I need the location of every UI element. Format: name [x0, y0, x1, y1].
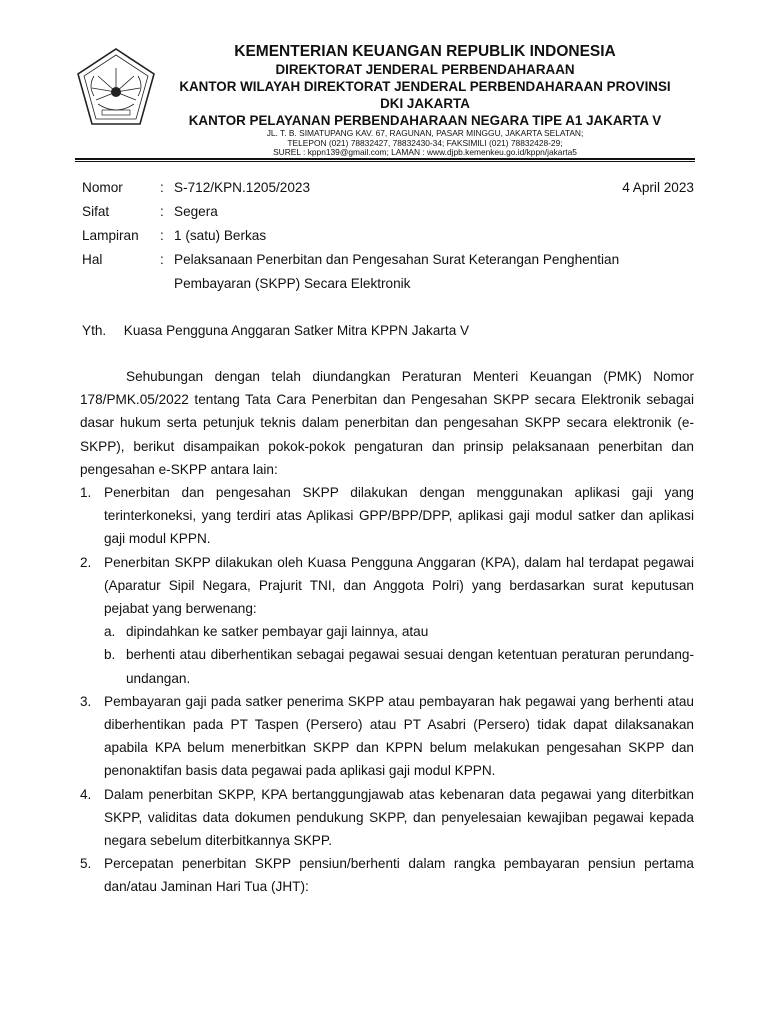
sub-list-item — [104, 620, 694, 643]
sifat-label: Sifat — [82, 204, 110, 219]
list-number: 3. — [80, 693, 92, 709]
sub-list — [104, 620, 694, 690]
sub-list-letter: a. — [104, 624, 116, 640]
nomor-value: S-712/KPN.1205/2023 — [174, 180, 311, 195]
list-text: Penerbitan SKPP dilakukan oleh Kuasa Pengguna Anggaran (KPA), dalam hal terdapat pegawai (Aparatur Sipil Negara, Prajurit TNI, dan Anggota Polri) yang berdasarkan surat keputusan pejabat yang berwenang: — [104, 554, 694, 617]
letterhead — [0, 0, 768, 160]
list-text: Pembayaran gaji pada satker penerima SKPP atau pembayaran hak pegawai yang berhenti atau diberhentikan pada PT Taspen (Persero) atau PT Asabri (Persero) tidak dapat dilaksanakan apabila KPA belum menerbitkan SKPP dan KPPN belum melakukan pengesahan SKPP dan penonaktifan basis data pegawai pada aplikasi gaji modul KPPN. — [104, 693, 694, 779]
office-name: KANTOR PELAYANAN PERBENDAHARAAN NEGARA TIPE A1 JAKARTA V — [188, 113, 662, 128]
regional-office-name: KANTOR WILAYAH DIREKTORAT JENDERAL PERBENDAHARAAN PROVINSI — [179, 79, 671, 94]
list-text: Dalam penerbitan SKPP, KPA bertanggungjawab atas kebenaran data pegawai yang diterbitkan SKPP, validitas data dokumen pendukung SKPP, dan penyelesaian kewajiban pegawai kepada negara sebelum diterbitkannya SKPP. — [104, 786, 694, 849]
letter-meta — [82, 176, 694, 296]
list-item — [80, 783, 694, 853]
list-item — [80, 551, 694, 690]
list-item — [80, 852, 694, 898]
list-number: 2. — [80, 554, 92, 570]
meta-lampiran — [82, 224, 694, 248]
letter-body — [80, 365, 694, 899]
lampiran-label: Lampiran — [82, 228, 139, 243]
office-address: JL. T. B. SIMATUPANG KAV. 67, RAGUNAN, PASAR MINGGU, JAKARTA SELATAN; — [266, 128, 584, 138]
sub-list-item — [104, 643, 694, 689]
recipient-name: Kuasa Pengguna Anggaran Satker Mitra KPPN Jakarta V — [123, 323, 470, 338]
list-text: Penerbitan dan pengesahan SKPP dilakukan dengan menggunakan aplikasi gaji yang terinterkoneksi, yang terdiri atas Aplikasi GPP/BPP/DPP, aplikasi gaji modul satker dan aplikasi gaji modul KPPN. — [104, 485, 694, 547]
letterhead-divider — [75, 158, 695, 160]
directorate-name: DIREKTORAT JENDERAL PERBENDAHARAAN — [275, 62, 575, 77]
meta-nomor — [82, 176, 694, 200]
intro-paragraph: Sehubungan dengan telah diundangkan Peraturan Menteri Keuangan (PMK) Nomor 178/PMK.05/2022 tentang Tata Cara Penerbitan dan Pengesahan SKPP secara Elektronik sebagai dasar hukum serta petunjuk teknis dalam penerbitan dan pengesahan SKPP secara elektronik (e-SKPP), berikut disampaikan pokok-pokok pengaturan dan prinsip pelaksanaan penerbitan dan pengesahan e-SKPP antara lain: — [80, 369, 694, 477]
ministry-name: KEMENTERIAN KEUANGAN REPUBLIK INDONESIA — [234, 43, 616, 60]
list-number: 1. — [80, 485, 92, 501]
office-phone: TELEPON (021) 78832427, 78832430-34; FAKSIMILI (021) 78832428-29; — [287, 137, 563, 148]
list-number: 5. — [80, 856, 92, 872]
recipient-label: Yth. — [82, 323, 107, 338]
nomor-label: Nomor — [82, 180, 123, 195]
points-list — [80, 481, 694, 899]
province-name: DKI JAKARTA — [380, 96, 470, 111]
hal-value: Pelaksanaan Penerbitan dan Pengesahan Surat Keterangan Penghentian Pembayaran (SKPP) Secara Elektronik — [174, 252, 620, 291]
list-text: Percepatan penerbitan SKPP pensiun/berhenti dalam rangka pembayaran pensiun pertama dan/atau Jaminan Hari Tua (JHT): — [104, 856, 694, 895]
meta-hal — [82, 248, 694, 296]
hal-label: Hal — [82, 252, 103, 267]
sub-list-text: berhenti atau diberhentikan sebagai pegawai sesuai dengan ketentuan peraturan perundang-undangan. — [126, 647, 694, 686]
list-item — [80, 690, 694, 783]
sifat-value: Segera — [174, 204, 218, 219]
list-number: 4. — [80, 786, 92, 802]
lampiran-value: 1 (satu) Berkas — [174, 228, 267, 243]
sub-list-text: dipindahkan ke satker pembayar gaji lainnya, atau — [126, 624, 429, 640]
colon: : — [160, 204, 164, 219]
colon: : — [160, 180, 164, 195]
office-email-web: SUREL : kppn139@gmail.com; LAMAN : www.djpb.kemenkeu.go.id/kppn/jakarta5 — [273, 147, 577, 158]
sub-list-letter: b. — [104, 647, 116, 663]
colon: : — [160, 252, 164, 267]
letter-date: 4 April 2023 — [622, 180, 694, 195]
recipient — [82, 319, 469, 343]
letterhead-divider-thin — [75, 161, 695, 162]
colon: : — [160, 228, 164, 243]
meta-sifat — [82, 200, 694, 224]
list-item — [80, 481, 694, 551]
